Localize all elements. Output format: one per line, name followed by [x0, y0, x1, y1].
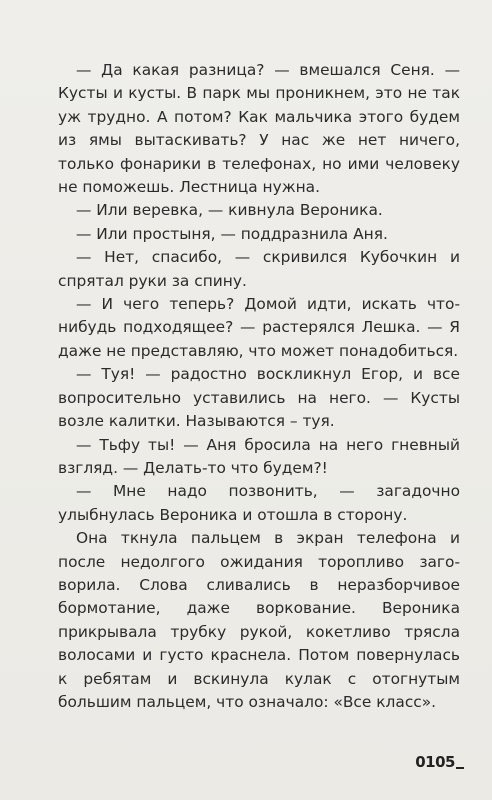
paragraph-9: Она ткнула пальцем в экран телефона и после недолгого ожидания торопливо заговорила. Слова сливались в неразборчивое бормотание, даже воркование. Вероника прикрывала трубку рукой, кокетливо трясла волосами и густо краснела. Потом повернулась к ребятам и вскинула кулак с отогнутым большим пальцем, что означало: «Все класс».	[58, 529, 460, 711]
paragraph-1: — Да какая разница? — вмешался Сеня. — Кусты и кусты. В парк мы проникнем, это не так уж трудно. А потом? Как мальчика этого будем из ямы вытаскивать? У нас же нет ничего, только фонарики в телефонах, но ими человеку не поможешь. Лестница нужна.	[58, 61, 460, 197]
paragraph-7: — Тьфу ты! — Аня бросила на него гневный взгляд. — Делать-то что будем?!	[58, 435, 460, 477]
paragraph-4: — Нет, спасибо, — скривился Кубочкин и спрятал руки за спину.	[58, 248, 460, 290]
paragraph-2: — Или веревка, — кивнула Вероника.	[76, 201, 383, 220]
page-number	[415, 753, 464, 771]
paragraph-3: — Или простыня, — поддразнила Аня.	[76, 224, 388, 243]
page-number-text: 0105	[415, 753, 455, 771]
page-number-underscore	[456, 767, 464, 769]
body-text	[58, 59, 460, 714]
paragraph-8: — Мне надо позвонить, — загадочно улыбнулась Вероника и отошла в сторону.	[58, 482, 460, 524]
paragraph-6: — Туя! — радостно воскликнул Егор, и все вопросительно уставились на него. — Кусты возле калитки. Называются – туя.	[58, 365, 460, 431]
paragraph-5: — И чего теперь? Домой идти, искать что-нибудь подходящее? — растерялся Лешка. — Я даже не представляю, что может понадобиться.	[58, 295, 460, 360]
